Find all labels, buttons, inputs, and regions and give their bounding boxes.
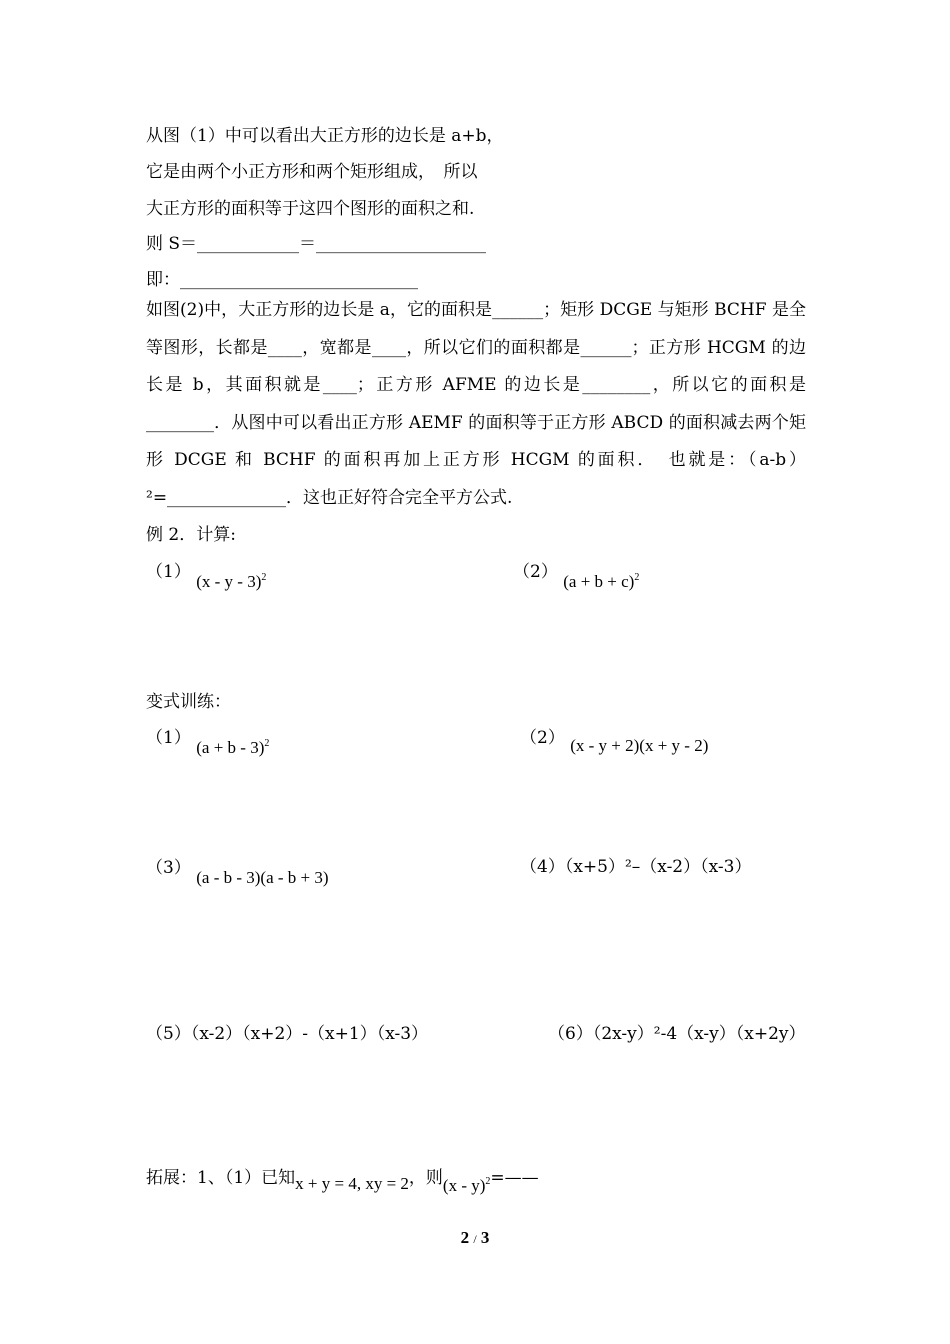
extension-question: 拓展：1、（1）已知x + y = 4, xy = 2，则(x - y)$^2$=—— — [146, 1168, 539, 1195]
math-expression: $(a + b - 3)^2$ — [196, 738, 270, 757]
intro-line-5: 即：____________________________ — [146, 270, 418, 290]
variant-heading: 变式训练： — [146, 692, 231, 712]
intro-line-2: 它是由两个小正方形和两个矩形组成， 所以 — [146, 162, 478, 182]
item-label: （2） — [513, 562, 558, 582]
math-expression: (x - y - 3)$^2$ — [196, 572, 267, 591]
intro-line-1: 从图（1）中可以看出大正方形的边长是 a+b， — [146, 126, 504, 146]
item-label: （1） — [146, 728, 191, 748]
variant-item-5: （5）（x-2）（x+2）-（x+1）（x-3） — [146, 1024, 429, 1044]
page-number: 2 / 3 — [460, 1228, 490, 1247]
example2-heading: 例 2．计算: — [146, 525, 236, 545]
math-expression: (a - b - 3)(a - b + 3) — [196, 868, 329, 887]
intro-line-3: 大正方形的面积等于这四个图形的面积之和. — [146, 199, 475, 219]
intro-line-4: 则 S＝____________＝____________________ — [146, 234, 487, 254]
example2-item-1 — [146, 562, 267, 591]
item-label: （1） — [146, 562, 191, 582]
math-condition: x + y = 4, xy = 2 — [295, 1174, 409, 1193]
variant-item-1 — [146, 728, 270, 757]
figure2-paragraph: 如图(2)中，大正方形的边长是 a，它的面积是______；矩形 DCGE 与矩形 BCHF 是全等图形，长都是____，宽都是____，所以它们的面积都是______；正方形 HCGM 的边长是 b，其面积就是____；正方形 AFME 的边长是________，所以它的面积是________．从图中可以看出正方形 AEMF 的面积等于正方形 ABCD 的面积减去两个矩形 DCGE 和 BCHF 的面积再加上正方形 HCGM 的面积． 也就是：（a-b）²=______________．这也正好符合完全平方公式. — [146, 300, 806, 508]
example2-item-2 — [513, 562, 640, 591]
item-label: （3） — [146, 858, 191, 878]
math-expression: (x - y)$^2$ — [442, 1176, 491, 1195]
variant-item-4: （4）（x+5）²–（x-2）（x-3） — [520, 857, 752, 877]
variant-item-6: （6）（2x-y）²-4（x-y）（x+2y） — [548, 1024, 806, 1044]
math-expression: $(a + b + c)^2$ — [563, 572, 640, 591]
variant-item-3 — [146, 858, 329, 887]
item-label: （2） — [520, 728, 565, 748]
variant-item-2 — [520, 728, 709, 755]
math-expression: (x - y + 2)(x + y - 2) — [570, 736, 709, 755]
